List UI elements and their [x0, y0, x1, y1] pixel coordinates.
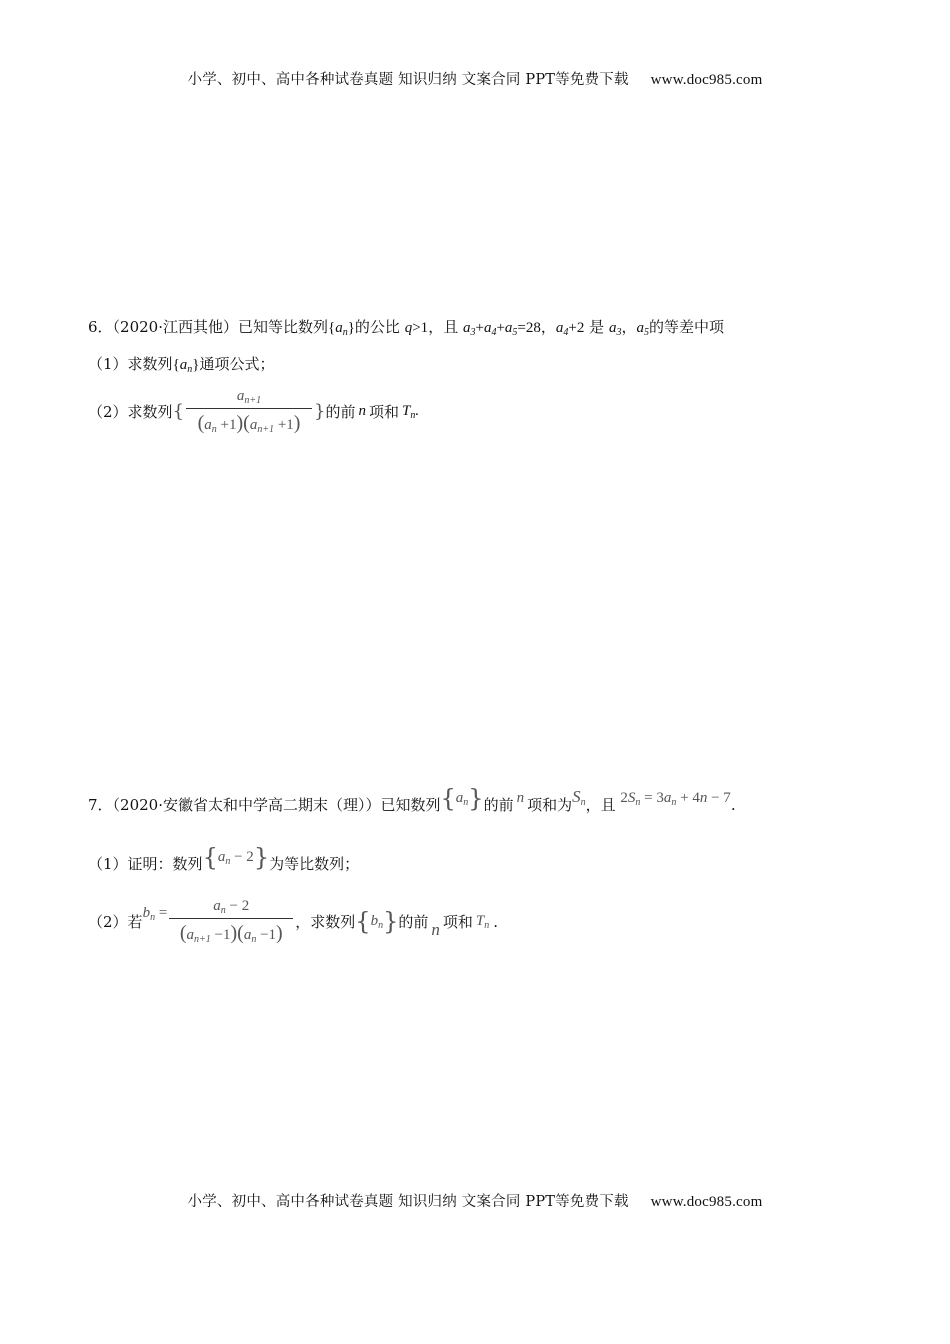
q6-p2-Tn: $T_n$.	[402, 403, 420, 421]
q6-part1	[88, 353, 274, 376]
q7-stem	[88, 784, 736, 822]
footer-site: www.doc985.com	[650, 1194, 763, 1210]
q6-number: 6．	[88, 318, 113, 336]
q6-a4p2: $a_4+2$	[555, 320, 585, 338]
q6-p2-n: n	[358, 403, 366, 419]
q7-p2-Tn: $T_n$	[475, 913, 490, 931]
q6-a5: $a_5$	[636, 320, 649, 338]
q6-stem	[88, 316, 724, 339]
q7-p1-seq: $\{a_n - 2\}$	[202, 843, 270, 872]
q7-p2-tail2: 项和	[442, 913, 473, 931]
q7-p1-tail: 为等比数列；	[269, 855, 360, 873]
q7-text: 已知数列	[380, 796, 441, 814]
q6-p2-tail2: 项和	[368, 403, 399, 421]
left-brace: {	[172, 401, 185, 422]
q6-a3: $a_3$	[608, 320, 622, 338]
q7-p2-text: 若	[127, 913, 143, 931]
q7-source: （2020·安徽省太和中学高二期末（理））	[112, 796, 381, 814]
footer-text: 小学、初中、高中各种试卷真题 知识归纳 文案合同 PPT等免费下载	[187, 1194, 629, 1210]
q6-sum-eq: $a_3+a_4+a_5=28$	[462, 320, 541, 338]
q6-p1-label: （1）	[88, 355, 128, 373]
q7-fraction: $\frac{a_n - 2}{(a_{n+1} -1)(a_n -1)}$	[169, 898, 293, 945]
q6-seq: $\{a_n\}$	[328, 320, 355, 338]
q6-p1-tail: 通项公式；	[199, 355, 275, 373]
q7-p2-tail: 的前	[398, 913, 429, 931]
q7-p2-mid: ，求数列	[295, 913, 356, 931]
q7-part1	[88, 843, 360, 883]
q7-equation: $2S_n = 3a_n + 4n - 7$	[620, 790, 731, 808]
q6-p1-seq: $\{a_n\}$	[172, 357, 200, 375]
q6-text: ，且	[428, 318, 459, 336]
q6-p2-label: （2）	[88, 403, 128, 421]
q6-fraction: $\frac{a_{n+1}}{(a_n +1)(a_{n+1} +1)}$	[186, 388, 312, 435]
q7-p2-seq: $\{b_n\}$	[355, 907, 399, 936]
q7-text: ，且	[585, 796, 616, 814]
header-text: 小学、初中、高中各种试卷真题 知识归纳 文案合同 PPT等免费下载	[187, 72, 629, 88]
q7-p1-text: 证明：数列	[127, 855, 203, 873]
q6-part2	[88, 388, 419, 435]
q6-text: 的公比	[354, 318, 400, 336]
q7-text: 项和为	[527, 796, 573, 814]
q6-text: 是	[589, 318, 605, 336]
q7-p1-label: （1）	[88, 855, 128, 873]
q7-p2-end: .	[493, 912, 499, 931]
q7-seq: $\{a_n\}$	[440, 784, 484, 813]
q7-bn: $b_n$ =	[142, 905, 168, 923]
q6-source: （2020·江西其他）	[112, 318, 238, 336]
q7-n: n	[516, 790, 525, 806]
q6-p1-text: 求数列	[127, 355, 173, 373]
q7-text: 的前	[483, 796, 514, 814]
q6-text: ，	[540, 318, 556, 336]
q7-p2-n: n	[431, 919, 440, 939]
header-site: www.doc985.com	[650, 72, 763, 88]
q7-p2-label: （2）	[88, 913, 128, 931]
right-brace: }	[314, 401, 326, 422]
q6-ratio: q>1	[404, 320, 429, 336]
q7-Sn: $S_n$	[572, 787, 586, 808]
q6-text: 已知等比数列	[238, 318, 329, 336]
q7-number: 7．	[88, 796, 113, 814]
q7-text: .	[730, 796, 736, 814]
q6-p2-tail: 的前	[325, 403, 356, 421]
q6-p2-text: 求数列	[127, 403, 173, 421]
q6-text: ，	[621, 318, 637, 336]
page-header	[0, 68, 950, 89]
page-footer	[0, 1190, 950, 1211]
q6-text: 的等差中项	[648, 318, 724, 336]
q7-part2	[88, 898, 498, 945]
